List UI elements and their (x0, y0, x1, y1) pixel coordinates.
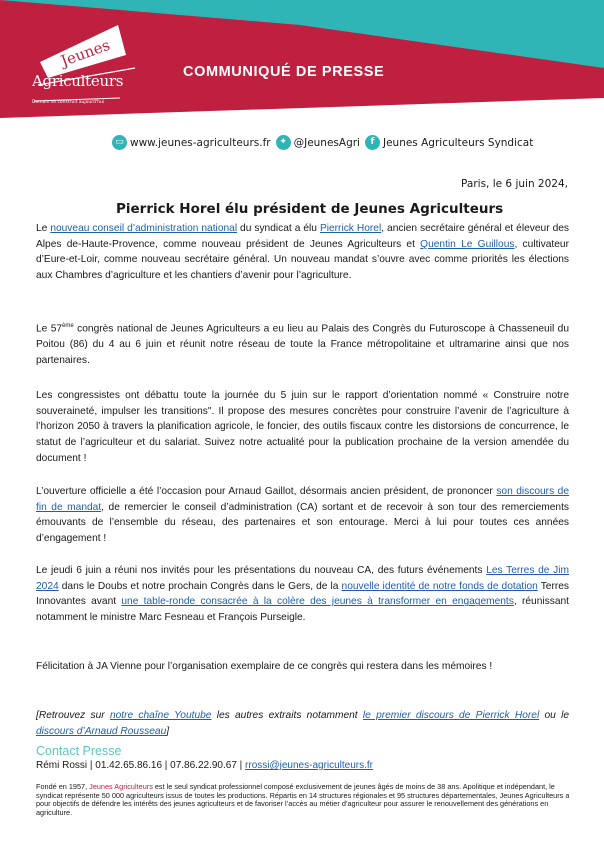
footer-boilerplate (36, 783, 576, 817)
twitter-label: @JeunesAgri (293, 136, 360, 149)
paragraph-5 (36, 563, 569, 626)
paragraph-3: Les congressistes ont débattu toute la journée du 5 juin sur le rapport d’orientation nommé « Construire notre souveraineté, impulser les transitions". Il propose des mesures concrètes pour construire l’avenir de l’agriculture à l’horizon 2050 à travers la planification agricole, le foncier, des outils fiscaux contre les distorsions de concurrence, le statut de l’agriculteur et du salariat. Suivez notre actualité pour la publication prochaine de la version amendée du document ! (36, 390, 569, 464)
paragraph-4 (36, 484, 569, 547)
header-banner (0, 0, 604, 125)
link-terres-de-jim[interactable]: Les Terres de Jim 2024 (36, 565, 569, 592)
link-premier-discours[interactable]: le premier discours de Pierrick Horel (362, 710, 540, 721)
paragraph-7 (36, 708, 569, 739)
text: est le seul syndicat professionnel composé exclusivement de jeunes âgés de moins de 38 ans. Apolitique et indépendant, le syndicat représente 50 000 agriculteurs issus de toutes les productions. Répartis en 14 structures régionales et 95 structures départementales, Jeunes Agriculteurs a pour objectifs de défendre les intérêts des jeunes agriculteurs et de favoriser l’accès au métier d’agriculteur pour assurer le renouvellement des générations en agriculture. (36, 782, 570, 817)
text: ] (166, 725, 170, 737)
release-title: Pierrick Horel élu président de Jeunes Agriculteurs (116, 201, 504, 217)
facebook-label: Jeunes Agriculteurs Syndicat (382, 136, 534, 149)
press-release-heading: COMMUNIQUÉ DE PRESSE (183, 64, 385, 80)
text: Terres Innovantes avant (36, 580, 569, 608)
footer-brand: Jeunes Agriculteurs (89, 782, 153, 791)
website-link[interactable] (112, 135, 271, 150)
logo-tagline: Demain se construit aujourd'hui (32, 100, 105, 105)
link-discours-rousseau[interactable]: discours d’Arnaud Rousseau (36, 725, 167, 737)
text: dans le Doubs et notre prochain Congrès dans le Gers, de la (58, 580, 342, 592)
link-conseil-administration[interactable]: nouveau conseil d’administration national (50, 223, 238, 234)
link-chaine-youtube[interactable]: notre chaîne Youtube (109, 710, 212, 721)
text: , cultivateur d’Eure-et-Loir, comme nouveau secrétaire général. Un nouveau mandat s’ouvre avec comme priorités les élections aux Chambres d’agriculture et les chantiers d’avenir pour l’agriculture. (36, 238, 569, 282)
text: du syndicat a élu (237, 223, 320, 234)
link-table-ronde[interactable]: une table-ronde consacrée à la colère des jeunes à transformer en engagements (121, 596, 514, 608)
logo-text-agriculteurs: Agriculteurs (32, 72, 124, 90)
text: Le jeudi 6 juin a réuni nos invités pour les présentations du nouveau CA, des futurs événements (36, 565, 487, 576)
paragraph-1 (36, 221, 569, 284)
contact-phones: Rémi Rossi | 01.42.65.86.16 | 07.86.22.90.67 | (36, 760, 246, 771)
superscript: ème (62, 323, 74, 329)
contact-email-link[interactable]: rrossi@jeunes-agriculteurs.fr (245, 760, 374, 771)
social-links (112, 135, 538, 150)
logo-text-jeunes: Jeunes (58, 35, 113, 71)
text: Fondé en 1957, (36, 782, 90, 791)
paragraph-2 (36, 319, 569, 369)
text: Le 57 (36, 323, 63, 335)
twitter-link[interactable] (276, 135, 360, 150)
link-quentin-le-guillous[interactable]: Quentin Le Guillous (420, 238, 515, 250)
text: [Retrouvez sur (36, 710, 110, 721)
facebook-icon: f (365, 135, 380, 150)
facebook-link[interactable] (365, 135, 533, 150)
contact-heading: Contact Presse (36, 744, 122, 758)
paragraph-6: Félicitation à JA Vienne pour l’organisation exemplaire de ce congrès qui restera dans les mémoires ! (36, 661, 493, 672)
link-discours-fin-mandat[interactable]: son discours de fin de mandat (36, 486, 569, 513)
text: , ancien secrétaire général et éleveur des Alpes de-Haute-Provence, comme nouveau président de Jeunes Agriculteurs et (36, 223, 569, 250)
twitter-icon: ✦ (276, 135, 291, 150)
text: , de remercier le conseil d’administration (CA) sortant et de recevoir à son tour des remerciements émouvants de l’ensemble du réseau, des partenaires et son entourage. Merci à lui pour toutes ces années d’engagement ! (36, 501, 569, 545)
link-fonds-dotation[interactable]: nouvelle identité de notre fonds de dotation (341, 580, 538, 592)
text: les autres extraits notamment (211, 710, 363, 721)
link-pierrick-horel[interactable]: Pierrick Horel (319, 223, 382, 234)
text: , réunissant notamment le ministre Marc Fesneau et François Purseigle. (36, 596, 569, 624)
website-label: www.jeunes-agriculteurs.fr (130, 136, 271, 149)
text: L’ouverture officielle a été l’occasion pour Arnaud Gaillot, désormais ancien président, de prononcer (36, 486, 497, 497)
contact-details (36, 760, 373, 771)
release-date: Paris, le 6 juin 2024, (461, 178, 568, 190)
website-icon: ▭ (112, 135, 127, 150)
text: congrès national de Jeunes Agriculteurs a eu lieu au Palais des Congrès du Futuroscope à Chasseneuil du Poitou (86) du 4 au 6 juin et réunit notre réseau de toute la France métropolitaine et ultramarine ainsi que nos partenaires. (36, 323, 569, 366)
text: Le (36, 223, 51, 234)
logo (30, 22, 140, 117)
text: ou le (539, 710, 569, 721)
